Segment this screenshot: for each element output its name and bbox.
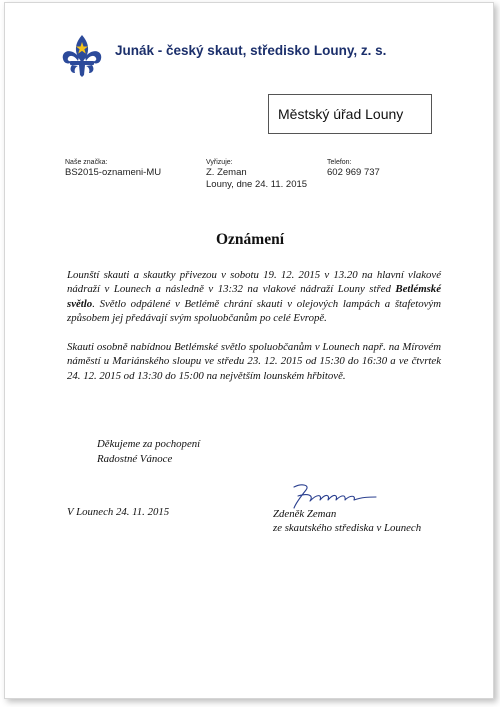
closing-thanks: Děkujeme za pochopení — [97, 438, 201, 450]
body-paragraph-1 — [67, 268, 441, 325]
handler-place-date: Louny, dne 24. 11. 2015 — [206, 179, 308, 190]
reference-value: BS2015-oznameni-MU — [65, 167, 162, 178]
reference-block — [65, 159, 161, 179]
handler-block — [206, 159, 307, 191]
signer-role: ze skautského střediska v Lounech — [273, 521, 422, 534]
phone-block — [327, 159, 380, 179]
bethlehem-light-emphasis: Betlémské světlo — [67, 283, 441, 310]
recipient-box: Městský úřad Louny — [268, 94, 432, 134]
closing-block — [97, 437, 200, 466]
organization-name: Junák - český skaut, středisko Louny, z. s. — [115, 43, 387, 58]
paragraph-1-start: Lounští skauti a skautky přivezou v sobotu 19. 12. 2015 v 13.20 na hlavní vlakové nádraží v Lounech a následně v 13:32 na vlakové nádraží Louny střed — [67, 269, 441, 296]
place-date: V Lounech 24. 11. 2015 — [67, 506, 170, 518]
scout-lily-logo — [59, 33, 105, 79]
body-paragraph-2: Skauti osobně nabídnou Betlémské světlo spoluobčanům v Lounech např. na Mírovém náměstí u Mariánského sloupu ve středu 23. 12. 2015 od 15:30 do 16:30 a ve čtvrtek 24. 12. 2015 od 13:30 do 15:00 na největším lounském hřbitově. — [67, 341, 441, 382]
handler-label: Vyřizuje: — [206, 159, 233, 166]
handler-name: Z. Zeman — [206, 167, 247, 178]
closing-greeting: Radostné Vánoce — [97, 452, 173, 465]
reference-label: Naše značka: — [65, 159, 108, 166]
letter-page — [4, 2, 494, 699]
phone-value: 602 969 737 — [327, 167, 380, 178]
document-title: Oznámení — [215, 231, 285, 248]
paragraph-1-end: . Světlo odpálené v Betlémě chrání skauti v olejových lampách a štafetovým způsobem jej předávají svým spoluobčanům po celé Evropě. — [67, 297, 441, 324]
phone-label: Telefon: — [327, 159, 352, 166]
handwritten-signature — [288, 481, 380, 511]
signer-block — [273, 508, 421, 535]
signer-name: Zdeněk Zeman — [273, 508, 337, 520]
